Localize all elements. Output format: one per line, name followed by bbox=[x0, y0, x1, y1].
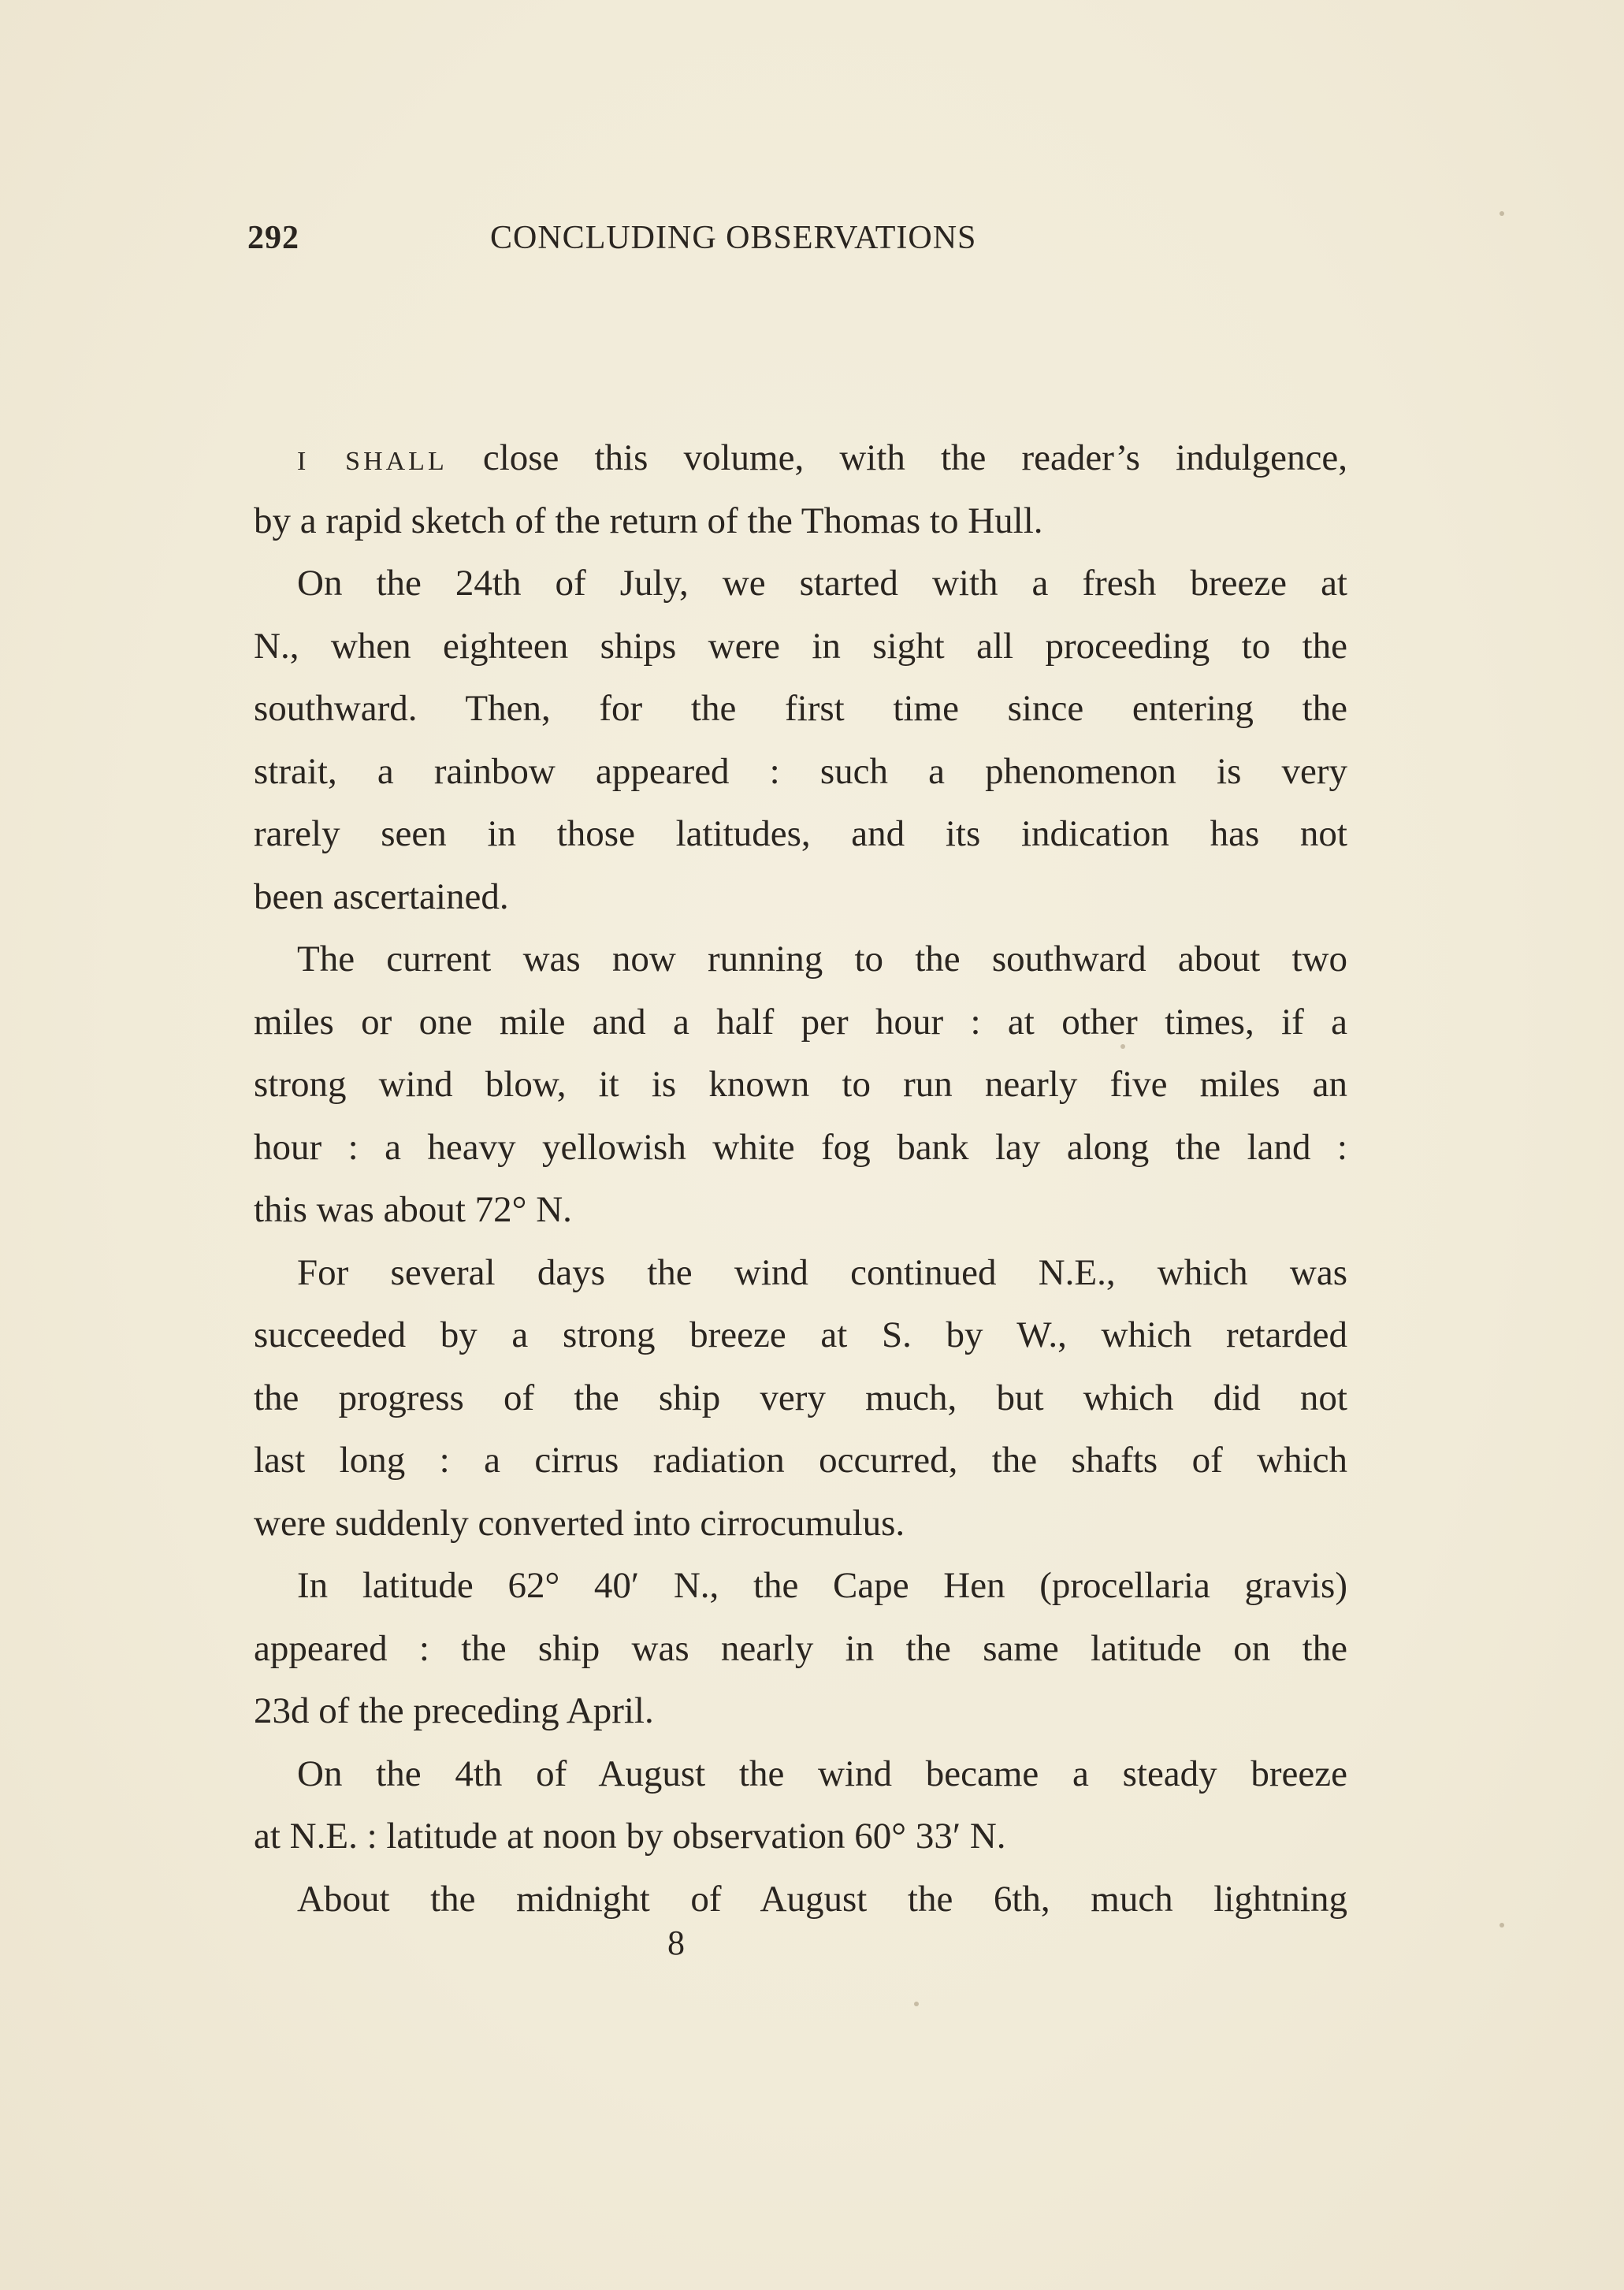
text-line-16: the progress of the ship very much, but which did not bbox=[254, 1377, 1347, 1418]
text-line-7: rarely seen in those latitudes, and its indication has not bbox=[254, 813, 1347, 854]
text-line-18: were suddenly converted into cirrocumulus. bbox=[254, 1502, 905, 1544]
page-header bbox=[0, 219, 1624, 266]
text-line-4: N., when eighteen ships were in sight all proceeding to the bbox=[254, 625, 1347, 667]
text-line-23: at N.E. : latitude at noon by observation 60° 33′ N. bbox=[254, 1816, 1006, 1857]
text-line-13: this was about 72° N. bbox=[254, 1189, 572, 1230]
text-line-2: by a rapid sketch of the return of the Thomas to Hull. bbox=[254, 500, 1043, 541]
text-line-11: strong wind blow, it is known to run nearly five miles an bbox=[254, 1064, 1347, 1105]
text-line-17: last long : a cirrus radiation occurred, the shafts of which bbox=[254, 1440, 1347, 1481]
text-line-21: 23d of the preceding April. bbox=[254, 1690, 654, 1731]
body-text bbox=[254, 427, 1347, 1931]
signature-mark: 8 bbox=[667, 1924, 685, 1962]
text-line-9: The current was now running to the southward about two bbox=[297, 939, 1347, 980]
text-line-14: For several days the wind continued N.E., which was bbox=[297, 1251, 1347, 1293]
text-line-3: On the 24th of July, we started with a fresh breeze at bbox=[297, 563, 1347, 604]
paper-speck bbox=[914, 2002, 919, 2006]
page-number: 292 bbox=[247, 220, 299, 256]
text-line-22: On the 4th of August the wind became a steady breeze bbox=[297, 1753, 1347, 1794]
text-line-15: succeeded by a strong breeze at S. by W., which retarded bbox=[254, 1314, 1347, 1355]
opening-smallcaps: I SHALL bbox=[297, 447, 448, 476]
text-line-6: strait, a rainbow appeared : such a phenomenon is very bbox=[254, 750, 1347, 792]
text-line-8: been ascertained. bbox=[254, 875, 509, 917]
running-head: CONCLUDING OBSERVATIONS bbox=[490, 220, 977, 256]
text-line-19: In latitude 62° 40′ N., the Cape Hen (procellaria gravis) bbox=[297, 1565, 1347, 1606]
text-line-10: miles or one mile and a half per hour : at other times, if a bbox=[254, 1001, 1347, 1043]
text-line-20: appeared : the ship was nearly in the same latitude on the bbox=[254, 1627, 1347, 1669]
paper-speck bbox=[1120, 1044, 1125, 1049]
text-line-5: southward. Then, for the first time since entering the bbox=[254, 688, 1347, 729]
text-line-1: I SHALL close this volume, with the reader’s indulgence, bbox=[297, 437, 1347, 478]
paper-speck bbox=[1500, 1923, 1504, 1928]
paper-speck bbox=[1500, 211, 1504, 216]
text-line-12: hour : a heavy yellowish white fog bank lay along the land : bbox=[254, 1126, 1347, 1168]
text-line-24: About the midnight of August the 6th, much lightning bbox=[297, 1878, 1347, 1920]
